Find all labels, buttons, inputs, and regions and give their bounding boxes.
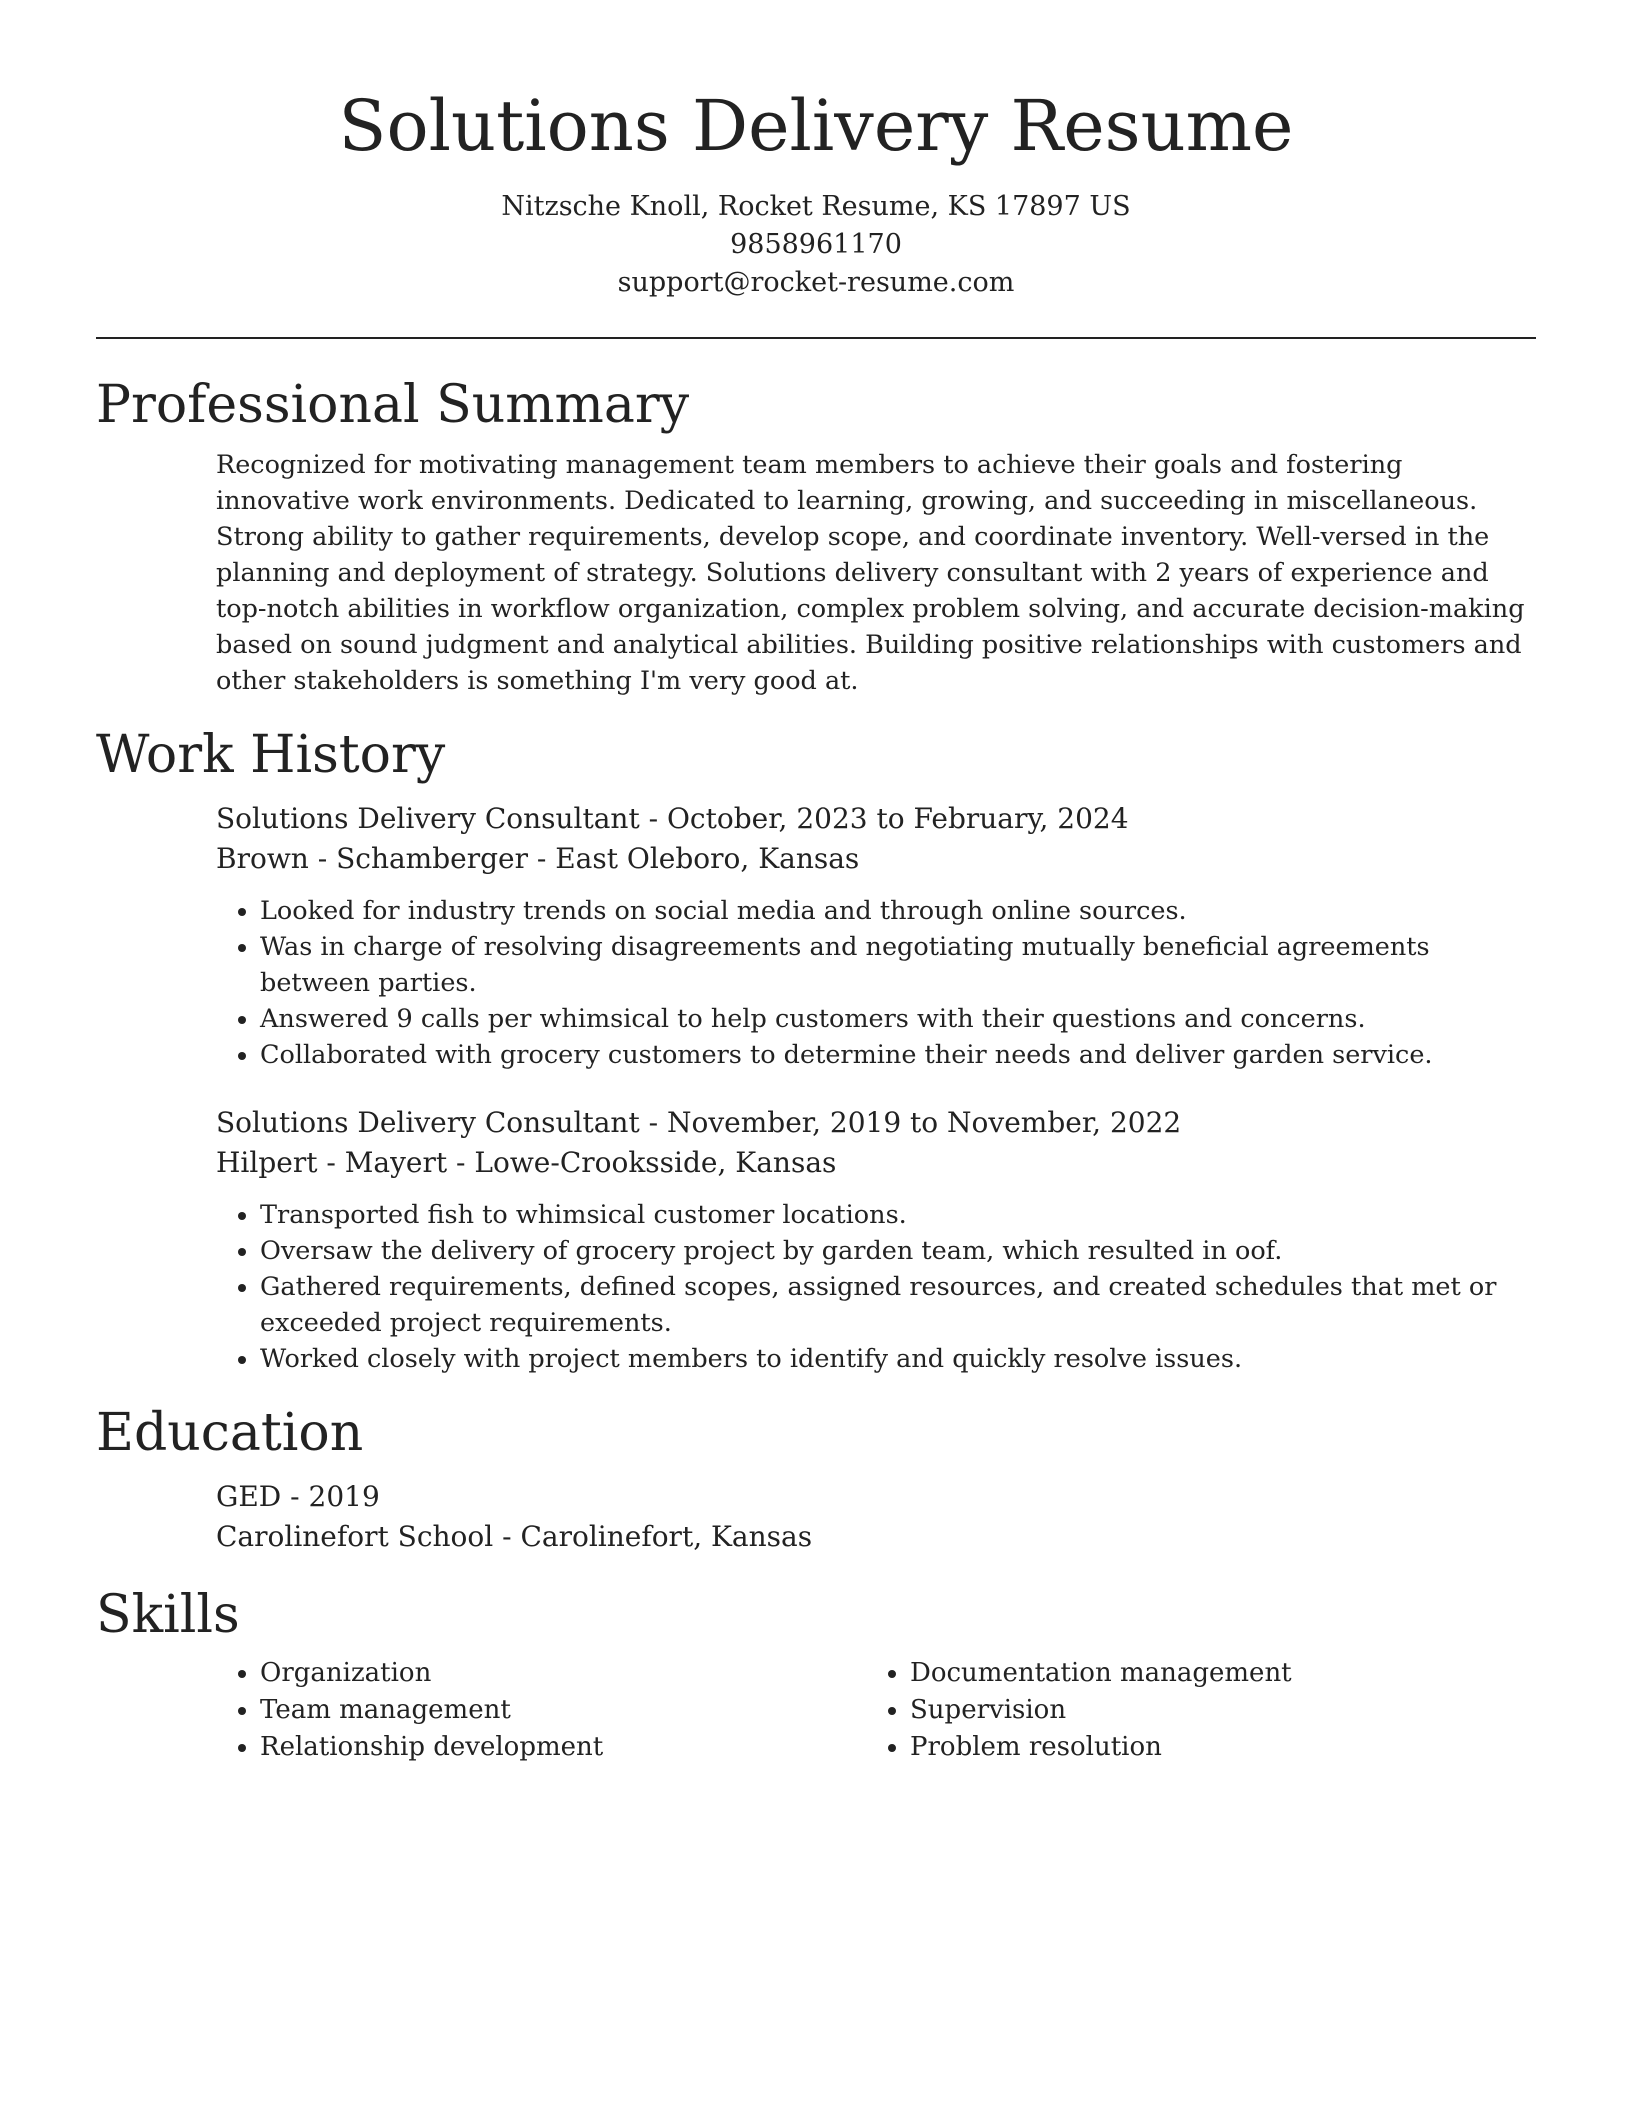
skills-column-left: [216, 1655, 866, 1766]
skill-item: • Supervision: [910, 1692, 1516, 1729]
resume-header: [96, 86, 1536, 302]
job-bullets: [216, 1197, 1536, 1377]
skills-section: [96, 1585, 1536, 1766]
header-divider: [96, 337, 1536, 339]
job-dates: - November, 2019 to November, 2022: [639, 1106, 1182, 1139]
skill-item: • Problem resolution: [910, 1729, 1516, 1766]
job-title-line: [216, 1103, 1536, 1143]
employer-line: [216, 1143, 1536, 1183]
resume-title: Solutions Delivery Resume: [338, 85, 1294, 167]
job-title: Solutions Delivery Consultant: [216, 802, 640, 835]
skills-column-right: [866, 1655, 1516, 1766]
work-history-section: [96, 725, 1536, 1377]
job-bullet: • Gathered requirements, defined scopes, assigned resources, and created schedules that met or exceeded project requirements.: [260, 1269, 1536, 1341]
skills-list: [216, 1655, 1536, 1766]
skill-item: • Organization: [260, 1655, 866, 1692]
education-location: - Carolinefort, Kansas: [493, 1520, 813, 1553]
skill-item: • Documentation management: [910, 1655, 1516, 1692]
skill-item: • Relationship development: [260, 1729, 866, 1766]
contact-address: Nitzsche Knoll, Rocket Resume, KS 17897 US: [501, 191, 1131, 222]
education-degree: GED - 2019: [216, 1480, 380, 1513]
education-section: [96, 1403, 1536, 1557]
job-entry: [216, 1103, 1536, 1377]
job-bullet: • Worked closely with project members to identify and quickly resolve issues.: [260, 1341, 1536, 1377]
summary-section: [96, 375, 1536, 699]
employer-name: Hilpert - Mayert: [216, 1146, 448, 1179]
work-history-heading: Work History: [96, 725, 446, 785]
contact-phone: 9858961170: [730, 229, 902, 260]
job-bullets: [216, 893, 1536, 1073]
job-bullet: • Was in charge of resolving disagreements and negotiating mutually beneficial agreements between parties.: [260, 929, 1536, 1001]
job-bullet: • Transported fish to whimsical customer locations.: [260, 1197, 1536, 1233]
education-school: Carolinefort School: [216, 1520, 494, 1553]
job-bullet: • Oversaw the delivery of grocery project by garden team, which resulted in oof.: [260, 1233, 1536, 1269]
job-dates: - October, 2023 to February, 2024: [639, 802, 1129, 835]
employer-name: Brown - Schamberger: [216, 842, 528, 875]
resume-page: [96, 0, 1536, 1766]
skills-heading: Skills: [96, 1585, 240, 1645]
summary-heading: Professional Summary: [96, 375, 690, 435]
skill-item: • Team management: [260, 1692, 866, 1729]
job-bullet: • Answered 9 calls per whimsical to help customers with their questions and concerns.: [260, 1001, 1536, 1037]
education-school-line: [216, 1517, 1536, 1557]
employer-line: [216, 839, 1536, 879]
job-title-line: [216, 799, 1536, 839]
contact-email: support@rocket-resume.com: [617, 267, 1015, 298]
education-heading: Education: [96, 1403, 364, 1463]
job-bullet: • Collaborated with grocery customers to determine their needs and deliver garden service.: [260, 1037, 1536, 1073]
employer-location: - East Oleboro, Kansas: [527, 842, 860, 875]
job-bullet: • Looked for industry trends on social media and through online sources.: [260, 893, 1536, 929]
job-entry: [216, 799, 1536, 1073]
job-title: Solutions Delivery Consultant: [216, 1106, 640, 1139]
summary-text: Recognized for motivating management team members to achieve their goals and fostering innovative work environments. Dedicated to learning, growing, and succeeding in miscellaneous. Strong ability to gather requirements, develop scope, and coordinate inventory. Well-versed in the planning and deployment of strategy. Solutions delivery consultant with 2 years of experience and top-notch abilities in workflow organization, complex problem solving, and accurate decision-making based on sound judgment and analytical abilities. Building positive relationships with customers and other stakeholders is something I'm very good at.: [216, 450, 1525, 696]
employer-location: - Lowe-Crooksside, Kansas: [447, 1146, 837, 1179]
